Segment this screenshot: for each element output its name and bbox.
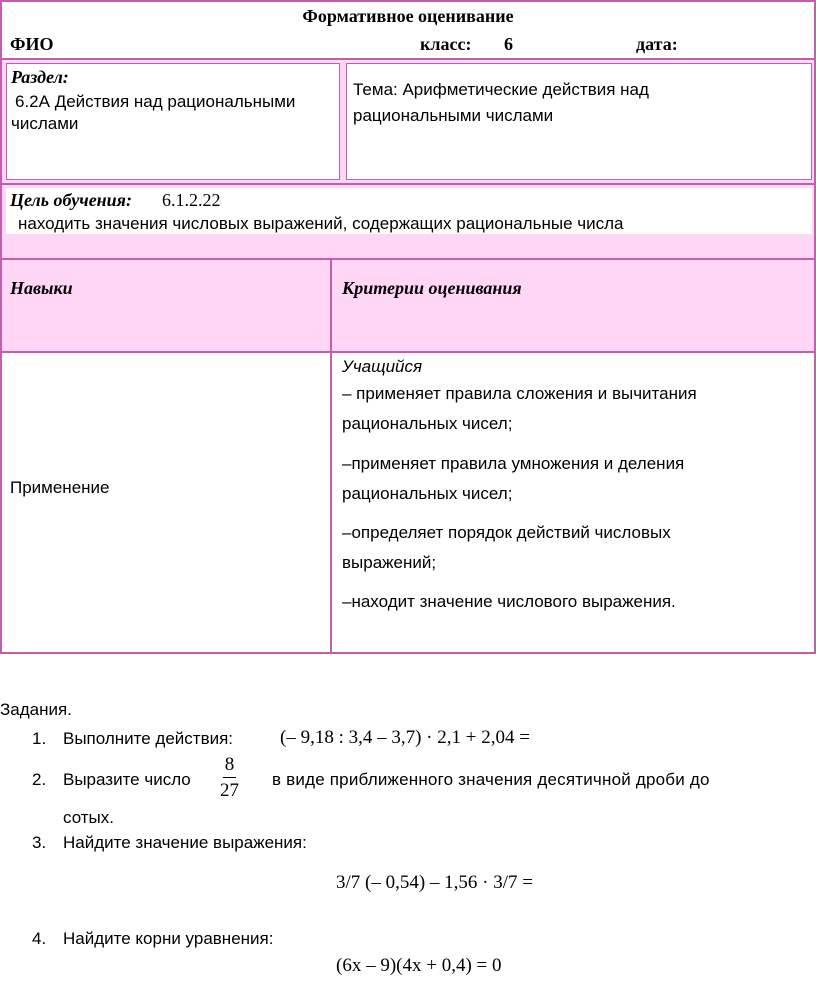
criteria-header: Критерии оценивания [342,278,522,298]
form-title: Формативное оценивание [302,6,514,26]
skills-header: Навыки [10,278,73,298]
criteria-item-3: –определяет порядок действий числовых выражений; [342,523,671,572]
goal-row [0,183,816,260]
task-4-expression: (6x – 9)(4x + 0,4) = 0 [336,955,502,976]
tasks-heading: Задания. [0,700,72,719]
topic-cell [346,63,812,180]
task-4-number: 4. [32,929,47,948]
columns-header-row [0,258,816,353]
class-value: 6 [504,34,513,54]
topic-text: Тема: Арифметические действия над рациональными числами [353,80,649,125]
criteria-item-2: –применяет правила умножения и деления рациональных чисел; [342,454,685,503]
goal-text: находить значения числовых выражений, содержащих рациональные числа [18,214,624,233]
task-1-number: 1. [32,729,47,748]
section-text: 6.2А Действия над рациональными числами [11,92,296,133]
goal-label: Цель обучения: [10,190,132,210]
fio-label: ФИО [10,34,54,54]
column-divider [330,260,332,351]
task-2-number: 2. [32,770,47,789]
task-1-text: Выполните действия: [63,729,234,748]
task-4-text: Найдите корни уравнения: [63,929,274,948]
task-2-text-before: Выразите число [63,770,191,789]
section-cell [6,63,340,180]
task-3-expression: 3/7 (– 0,54) – 1,56 · 3/7 = [336,872,534,893]
task-2-fraction-den: 27 [220,780,239,801]
skill-cell-text: Применение [10,478,110,497]
goal-box [6,188,812,234]
criteria-title: Учащийся [342,357,423,376]
section-label: Раздел: [11,67,69,87]
task-3-number: 3. [32,833,47,852]
section-topic-row [0,58,816,185]
criteria-item-4: –находит значение числового выражения. [342,592,676,611]
class-label: класс: [420,34,472,54]
task-1-expression: (– 9,18 : 3,4 – 3,7) · 2,1 + 2,04 = [280,727,530,748]
task-2-text-after: в виде приближенного значения десятичной дроби до [272,770,710,789]
goal-code: 6.1.2.22 [162,190,221,210]
task-2-fraction-num: 8 [223,755,237,778]
header-row [0,0,816,60]
task-2-fraction [218,755,241,800]
content-row [0,351,816,654]
column-divider-2 [330,353,332,652]
task-2-text-cont: сотых. [63,808,114,827]
task-3-text: Найдите значение выражения: [63,833,307,852]
criteria-item-1: – применяет правила сложения и вычитания рациональных чисел; [342,384,697,433]
date-label: дата: [636,34,678,54]
